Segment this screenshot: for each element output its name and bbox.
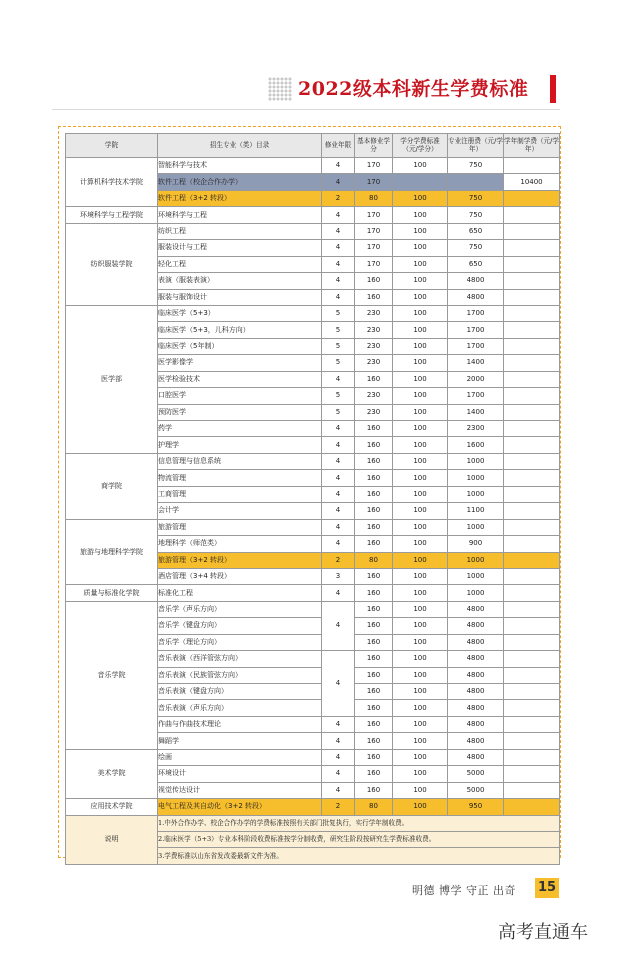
registration-fee-cell: 2000 (448, 371, 504, 387)
annual-tuition-cell (504, 519, 560, 535)
college-cell: 美术学院 (66, 749, 158, 798)
registration-fee-cell: 4800 (448, 601, 504, 617)
credit-fee-cell: 100 (393, 437, 448, 453)
fee-table-body (66, 158, 560, 816)
annual-tuition-cell (504, 766, 560, 782)
credit-fee-cell: 100 (393, 651, 448, 667)
registration-fee-cell: 4800 (448, 634, 504, 650)
credit-fee-cell: 100 (393, 322, 448, 338)
credits-cell: 80 (355, 190, 393, 206)
years-cell: 4 (322, 519, 355, 535)
major-cell: 口腔医学 (158, 388, 322, 404)
credits-cell: 170 (355, 174, 393, 190)
major-cell: 视觉传达设计 (158, 782, 322, 798)
college-cell: 商学院 (66, 453, 158, 519)
credit-fee-cell: 100 (393, 618, 448, 634)
credit-fee-cell: 100 (393, 585, 448, 601)
credits-cell: 160 (355, 585, 393, 601)
major-cell: 服装与服饰设计 (158, 289, 322, 305)
years-cell: 5 (322, 305, 355, 321)
annual-tuition-cell (504, 190, 560, 206)
annual-tuition-cell (504, 322, 560, 338)
years-cell: 4 (322, 782, 355, 798)
credits-cell: 160 (355, 421, 393, 437)
registration-fee-cell (448, 174, 504, 190)
credits-cell: 160 (355, 289, 393, 305)
credit-fee-cell: 100 (393, 240, 448, 256)
years-cell: 2 (322, 799, 355, 815)
credit-fee-cell: 100 (393, 552, 448, 568)
registration-fee-cell: 650 (448, 256, 504, 272)
major-cell: 工商管理 (158, 486, 322, 502)
years-cell: 2 (322, 552, 355, 568)
registration-fee-cell: 900 (448, 536, 504, 552)
registration-fee-cell: 1000 (448, 470, 504, 486)
annual-tuition-cell (504, 782, 560, 798)
credit-fee-cell: 100 (393, 470, 448, 486)
table-row (66, 453, 560, 469)
major-cell: 服装设计与工程 (158, 240, 322, 256)
major-cell: 音乐学（理论方向） (158, 634, 322, 650)
registration-fee-cell: 750 (448, 207, 504, 223)
credit-fee-cell: 100 (393, 634, 448, 650)
registration-fee-cell: 4800 (448, 667, 504, 683)
watermark-text: 高考直通车 (498, 922, 588, 943)
header-cell: 学分学费标准（元/学分） (393, 134, 448, 158)
credit-fee-cell: 100 (393, 700, 448, 716)
table-row (66, 158, 560, 174)
registration-fee-cell: 5000 (448, 782, 504, 798)
years-cell: 4 (322, 256, 355, 272)
registration-fee-cell: 1000 (448, 486, 504, 502)
major-cell: 软件工程（校企合作办学） (158, 174, 322, 190)
major-cell: 预防医学 (158, 404, 322, 420)
credit-fee-cell: 100 (393, 519, 448, 535)
college-cell: 音乐学院 (66, 601, 158, 749)
annual-tuition-cell (504, 256, 560, 272)
credit-fee-cell: 100 (393, 684, 448, 700)
annual-tuition-cell (504, 273, 560, 289)
registration-fee-cell: 750 (448, 190, 504, 206)
note-text: 2.临床医学（5+3）专业本科阶段收费标准按学分制收费，研究生阶段按研究生学费标准收费。 (158, 831, 560, 847)
years-cell: 4 (322, 421, 355, 437)
credits-cell: 160 (355, 667, 393, 683)
registration-fee-cell: 1700 (448, 305, 504, 321)
note-text: 3.学费标准以山东省发改委最新文件为准。 (158, 848, 560, 864)
credits-cell: 230 (355, 355, 393, 371)
table-row (66, 519, 560, 535)
registration-fee-cell: 4800 (448, 684, 504, 700)
header-cell: 招生专业（类）目录 (158, 134, 322, 158)
fee-table (65, 133, 560, 865)
annual-tuition-cell (504, 733, 560, 749)
annual-tuition-cell (504, 207, 560, 223)
years-cell: 5 (322, 322, 355, 338)
major-cell: 电气工程及其自动化（3+2 转段） (158, 799, 322, 815)
credit-fee-cell: 100 (393, 716, 448, 732)
years-cell: 4 (322, 453, 355, 469)
annual-tuition-cell (504, 503, 560, 519)
major-cell: 临床医学（5年制） (158, 338, 322, 354)
credits-cell: 170 (355, 207, 393, 223)
registration-fee-cell: 4800 (448, 289, 504, 305)
major-cell: 医学影像学 (158, 355, 322, 371)
table-row (66, 799, 560, 815)
note-row (66, 815, 560, 831)
credits-cell: 160 (355, 700, 393, 716)
registration-fee-cell: 950 (448, 799, 504, 815)
years-cell: 4 (322, 733, 355, 749)
years-cell: 4 (322, 486, 355, 502)
registration-fee-cell: 4800 (448, 618, 504, 634)
credit-fee-cell: 100 (393, 388, 448, 404)
years-cell: 3 (322, 568, 355, 584)
major-cell: 软件工程（3+2 转段） (158, 190, 322, 206)
major-cell: 音乐学（键盘方向） (158, 618, 322, 634)
years-cell: 4 (322, 766, 355, 782)
credit-fee-cell: 100 (393, 305, 448, 321)
major-cell: 酒店管理（3+4 转段） (158, 568, 322, 584)
annual-tuition-cell (504, 486, 560, 502)
table-row (66, 749, 560, 765)
credit-fee-cell: 100 (393, 371, 448, 387)
credits-cell: 160 (355, 634, 393, 650)
annual-tuition-cell (504, 667, 560, 683)
credits-cell: 170 (355, 223, 393, 239)
footer-motto: 明德 博学 守正 出奇 (412, 884, 516, 897)
credit-fee-cell: 100 (393, 766, 448, 782)
annual-tuition-cell (504, 601, 560, 617)
years-cell: 4 (322, 601, 355, 650)
registration-fee-cell: 1000 (448, 585, 504, 601)
major-cell: 舞蹈学 (158, 733, 322, 749)
major-cell: 药学 (158, 421, 322, 437)
years-cell: 4 (322, 651, 355, 717)
years-cell: 4 (322, 174, 355, 190)
header-cell: 基本修业学分 (355, 134, 393, 158)
credits-cell: 160 (355, 618, 393, 634)
years-cell: 4 (322, 470, 355, 486)
credits-cell: 160 (355, 503, 393, 519)
major-cell: 纺织工程 (158, 223, 322, 239)
credits-cell: 160 (355, 716, 393, 732)
credits-cell: 160 (355, 766, 393, 782)
credit-fee-cell: 100 (393, 207, 448, 223)
registration-fee-cell: 1400 (448, 404, 504, 420)
years-cell: 4 (322, 240, 355, 256)
years-cell: 4 (322, 437, 355, 453)
credits-cell: 160 (355, 437, 393, 453)
credit-fee-cell: 100 (393, 536, 448, 552)
note-text: 1.中外合作办学、校企合作办学的学费标准按照有关部门批复执行，实行学年制收费。 (158, 815, 560, 831)
major-cell: 旅游管理 (158, 519, 322, 535)
credits-cell: 160 (355, 651, 393, 667)
annual-tuition-cell (504, 355, 560, 371)
credit-fee-cell: 100 (393, 601, 448, 617)
dot-pattern-decoration (268, 77, 292, 101)
credit-fee-cell: 100 (393, 256, 448, 272)
header-cell: 修业年限 (322, 134, 355, 158)
annual-tuition-cell (504, 536, 560, 552)
major-cell: 轻化工程 (158, 256, 322, 272)
annual-tuition-cell (504, 585, 560, 601)
major-cell: 音乐表演（民族管弦方向） (158, 667, 322, 683)
years-cell: 4 (322, 503, 355, 519)
annual-tuition-cell (504, 651, 560, 667)
registration-fee-cell: 4800 (448, 716, 504, 732)
credit-fee-cell (393, 174, 448, 190)
credit-fee-cell: 100 (393, 421, 448, 437)
page-number: 15 (535, 878, 559, 898)
credits-cell: 80 (355, 799, 393, 815)
credits-cell: 230 (355, 338, 393, 354)
credits-cell: 170 (355, 158, 393, 174)
credits-cell: 230 (355, 388, 393, 404)
credits-cell: 160 (355, 486, 393, 502)
credits-cell: 160 (355, 273, 393, 289)
major-cell: 环境设计 (158, 766, 322, 782)
header-cell: 学院 (66, 134, 158, 158)
credit-fee-cell: 100 (393, 568, 448, 584)
annual-tuition-cell (504, 716, 560, 732)
credits-cell: 170 (355, 256, 393, 272)
annual-tuition-cell (504, 634, 560, 650)
years-cell: 4 (322, 585, 355, 601)
credits-cell: 160 (355, 470, 393, 486)
annual-tuition-cell (504, 388, 560, 404)
credits-cell: 230 (355, 322, 393, 338)
credit-fee-cell: 100 (393, 799, 448, 815)
major-cell: 表演（服装表演） (158, 273, 322, 289)
annual-tuition-cell (504, 158, 560, 174)
years-cell: 4 (322, 273, 355, 289)
registration-fee-cell: 1000 (448, 552, 504, 568)
years-cell: 4 (322, 716, 355, 732)
title-accent-bar (550, 75, 556, 103)
header-cell: 专业注册费（元/学年） (448, 134, 504, 158)
credits-cell: 160 (355, 601, 393, 617)
registration-fee-cell: 1000 (448, 519, 504, 535)
notes-section (66, 815, 560, 864)
credit-fee-cell: 100 (393, 453, 448, 469)
credit-fee-cell: 100 (393, 486, 448, 502)
years-cell: 4 (322, 749, 355, 765)
years-cell: 5 (322, 355, 355, 371)
annual-tuition-cell (504, 240, 560, 256)
credit-fee-cell: 100 (393, 733, 448, 749)
annual-tuition-cell (504, 305, 560, 321)
registration-fee-cell: 4800 (448, 651, 504, 667)
annual-tuition-cell (504, 684, 560, 700)
major-cell: 标准化工程 (158, 585, 322, 601)
annual-tuition-cell (504, 437, 560, 453)
registration-fee-cell: 2300 (448, 421, 504, 437)
annual-tuition-cell (504, 289, 560, 305)
college-cell: 计算机科学技术学院 (66, 158, 158, 207)
credit-fee-cell: 100 (393, 273, 448, 289)
major-cell: 环境科学与工程 (158, 207, 322, 223)
registration-fee-cell: 650 (448, 223, 504, 239)
credit-fee-cell: 100 (393, 355, 448, 371)
credits-cell: 160 (355, 371, 393, 387)
credit-fee-cell: 100 (393, 782, 448, 798)
major-cell: 物流管理 (158, 470, 322, 486)
registration-fee-cell: 1100 (448, 503, 504, 519)
major-cell: 医学检验技术 (158, 371, 322, 387)
annual-tuition-cell (504, 700, 560, 716)
credit-fee-cell: 100 (393, 404, 448, 420)
registration-fee-cell: 4800 (448, 700, 504, 716)
notes-label: 说明 (66, 815, 158, 864)
annual-tuition-cell (504, 223, 560, 239)
major-cell: 音乐表演（声乐方向） (158, 700, 322, 716)
credit-fee-cell: 100 (393, 158, 448, 174)
annual-tuition-cell (504, 470, 560, 486)
major-cell: 作曲与作曲技术理论 (158, 716, 322, 732)
credits-cell: 160 (355, 733, 393, 749)
college-cell: 质量与标准化学院 (66, 585, 158, 601)
credits-cell: 160 (355, 782, 393, 798)
years-cell: 4 (322, 289, 355, 305)
credit-fee-cell: 100 (393, 667, 448, 683)
registration-fee-cell: 1700 (448, 338, 504, 354)
credit-fee-cell: 100 (393, 223, 448, 239)
years-cell: 5 (322, 404, 355, 420)
years-cell: 4 (322, 207, 355, 223)
annual-tuition-cell (504, 453, 560, 469)
registration-fee-cell: 1400 (448, 355, 504, 371)
major-cell: 护理学 (158, 437, 322, 453)
registration-fee-cell: 1600 (448, 437, 504, 453)
credit-fee-cell: 100 (393, 289, 448, 305)
credits-cell: 230 (355, 305, 393, 321)
major-cell: 绘画 (158, 749, 322, 765)
major-cell: 信息管理与信息系统 (158, 453, 322, 469)
page-title: 2022级本科新生学费标准 (298, 78, 529, 100)
major-cell: 音乐表演（西洋管弦方向） (158, 651, 322, 667)
table-row (66, 223, 560, 239)
major-cell: 旅游管理（3+2 转段） (158, 552, 322, 568)
years-cell: 4 (322, 371, 355, 387)
registration-fee-cell: 1700 (448, 322, 504, 338)
annual-tuition-cell (504, 552, 560, 568)
major-cell: 音乐学（声乐方向） (158, 601, 322, 617)
annual-tuition-cell (504, 799, 560, 815)
credit-fee-cell: 100 (393, 749, 448, 765)
registration-fee-cell: 1700 (448, 388, 504, 404)
major-cell: 音乐表演（键盘方向） (158, 684, 322, 700)
table-row (66, 207, 560, 223)
credits-cell: 80 (355, 552, 393, 568)
annual-tuition-cell (504, 749, 560, 765)
credits-cell: 160 (355, 453, 393, 469)
registration-fee-cell: 750 (448, 240, 504, 256)
annual-tuition-cell (504, 618, 560, 634)
credit-fee-cell: 100 (393, 503, 448, 519)
table-row (66, 585, 560, 601)
credits-cell: 160 (355, 749, 393, 765)
annual-tuition-cell (504, 404, 560, 420)
annual-tuition-cell (504, 568, 560, 584)
college-cell: 纺织服装学院 (66, 223, 158, 305)
college-cell: 应用技术学院 (66, 799, 158, 815)
registration-fee-cell: 1000 (448, 568, 504, 584)
college-cell: 环境科学与工程学院 (66, 207, 158, 223)
table-row (66, 601, 560, 617)
table-header-row (66, 134, 560, 158)
credit-fee-cell: 100 (393, 338, 448, 354)
major-cell: 会计学 (158, 503, 322, 519)
years-cell: 5 (322, 338, 355, 354)
years-cell: 2 (322, 190, 355, 206)
college-cell: 旅游与地理科学学院 (66, 519, 158, 585)
header-cell: 学年制学费（元/学年） (504, 134, 560, 158)
college-cell: 医学部 (66, 305, 158, 453)
credits-cell: 160 (355, 519, 393, 535)
credits-cell: 160 (355, 684, 393, 700)
table-row (66, 305, 560, 321)
years-cell: 5 (322, 388, 355, 404)
registration-fee-cell: 4800 (448, 749, 504, 765)
major-cell: 地理科学（师范类） (158, 536, 322, 552)
registration-fee-cell: 1000 (448, 453, 504, 469)
credits-cell: 170 (355, 240, 393, 256)
years-cell: 4 (322, 158, 355, 174)
annual-tuition-cell (504, 421, 560, 437)
registration-fee-cell: 4800 (448, 273, 504, 289)
registration-fee-cell: 5000 (448, 766, 504, 782)
years-cell: 4 (322, 223, 355, 239)
title-divider (52, 109, 560, 110)
major-cell: 临床医学（5+3，儿科方向） (158, 322, 322, 338)
annual-tuition-cell (504, 338, 560, 354)
annual-tuition-cell: 10400 (504, 174, 560, 190)
annual-tuition-cell (504, 371, 560, 387)
registration-fee-cell: 750 (448, 158, 504, 174)
registration-fee-cell: 4800 (448, 733, 504, 749)
years-cell: 4 (322, 536, 355, 552)
credit-fee-cell: 100 (393, 190, 448, 206)
major-cell: 临床医学（5+3） (158, 305, 322, 321)
credits-cell: 230 (355, 404, 393, 420)
major-cell: 智能科学与技术 (158, 158, 322, 174)
credits-cell: 160 (355, 536, 393, 552)
credits-cell: 160 (355, 568, 393, 584)
